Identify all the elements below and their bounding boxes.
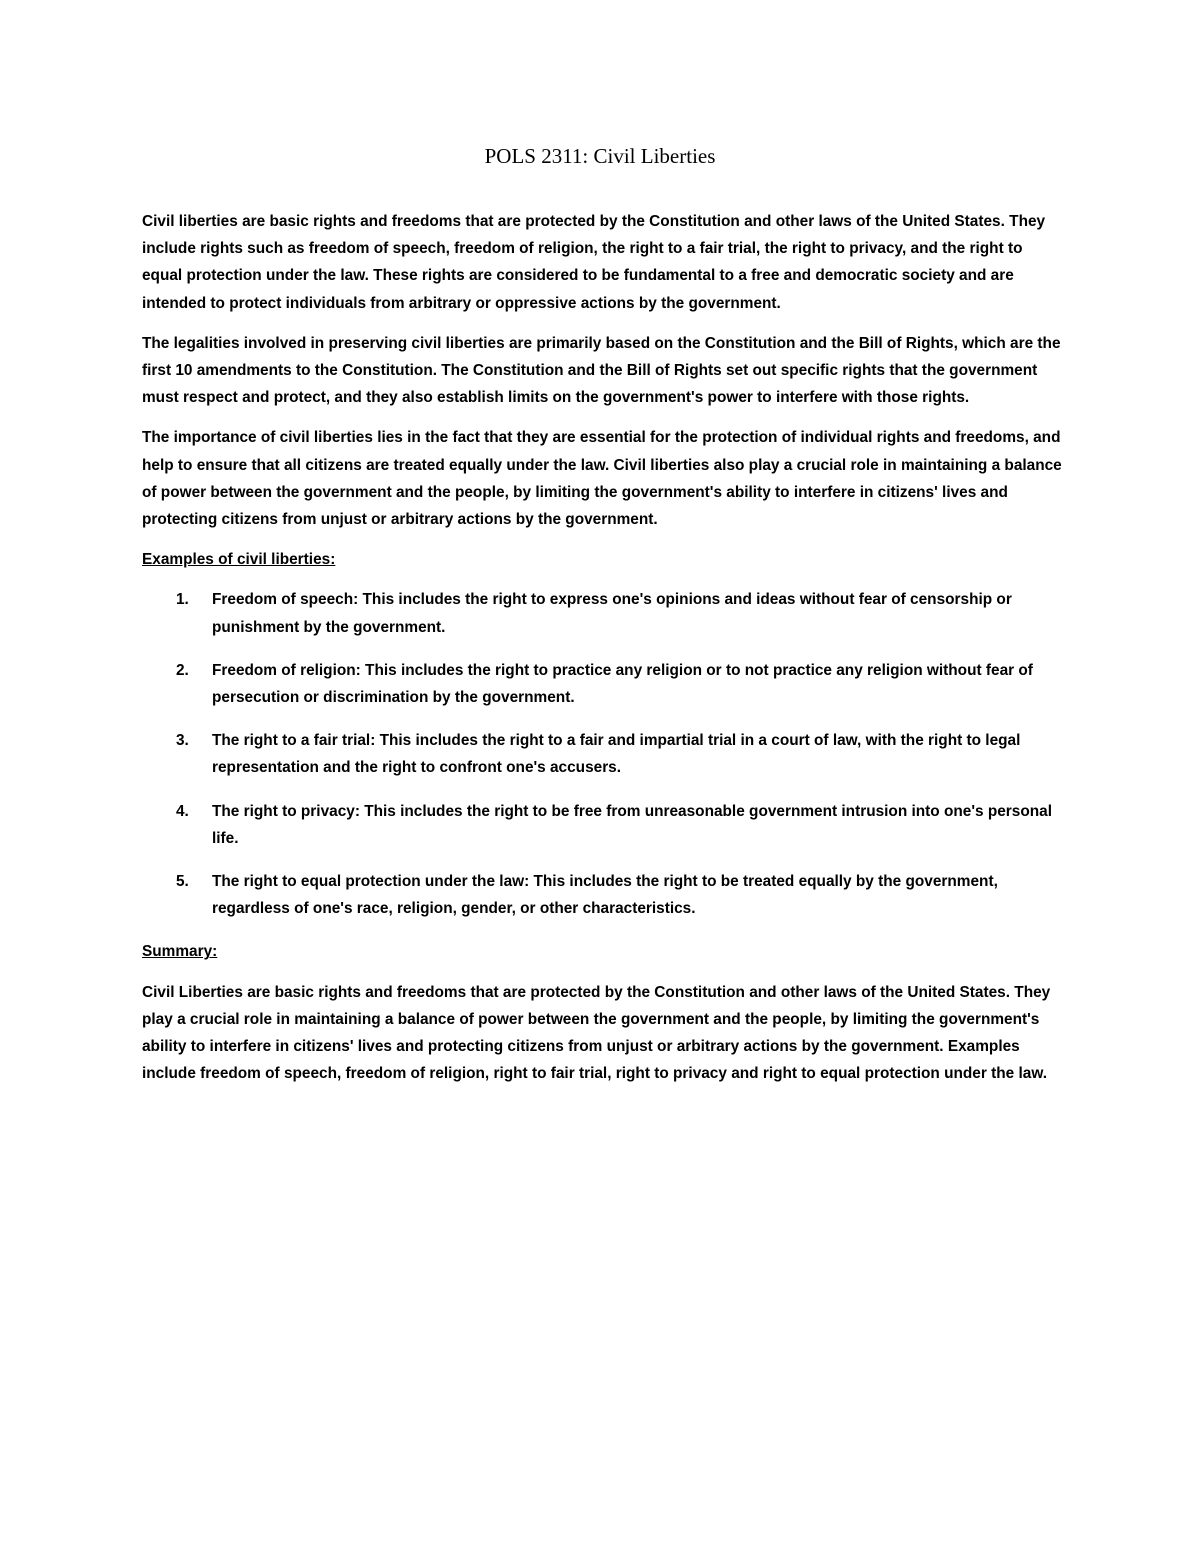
examples-heading: Examples of civil liberties:: [142, 551, 336, 569]
list-item-text: The right to a fair trial: This includes the right to a fair and impartial trial in a court of law, with the right to legal representation and the right to confront one's accusers.: [212, 732, 1021, 777]
intro-paragraph: Civil liberties are basic rights and freedoms that are protected by the Constitution and other laws of the United States. They include rights such as freedom of speech, freedom of religion, the right to a fair trial, the right to privacy, and the right to equal protection under the law. These rights are considered to be fundamental to a free and democratic society and are intended to protect individuals from arbitrary or oppressive actions by the government.: [142, 213, 1046, 312]
examples-list: [142, 586, 1062, 922]
summary-heading: Summary:: [142, 943, 218, 961]
list-item-text: Freedom of religion: This includes the right to practice any religion or to not practice any religion without fear of persecution or discrimination by the government.: [212, 661, 1033, 707]
list-item: [142, 798, 1062, 852]
document-body: [142, 208, 1062, 1100]
summary-paragraph: Civil Liberties are basic rights and freedoms that are protected by the Constitution and other laws of the United States. They play a crucial role in maintaining a balance of power between the government and the people, by limiting the government's ability to interfere in citizens' lives and protecting citizens from unjust or arbitrary actions by the government. Examples include freedom of speech, freedom of religion, right to fair trial, right to privacy and right to equal protection under the law.: [142, 983, 1051, 1083]
list-item-number: 5.: [176, 873, 189, 891]
list-item: [142, 657, 1062, 711]
legalities-paragraph: The legalities involved in preserving civil liberties are primarily based on the Constitution and the Bill of Rights, which are the first 10 amendments to the Constitution. The Constitution and the Bill of Rights set out specific rights that the government must respect and protect, and they also establish limits on the government's power to interfere with those rights.: [142, 334, 1061, 407]
list-item-text: The right to privacy: This includes the right to be free from unreasonable government intrusion into one's personal life.: [212, 802, 1052, 847]
importance-paragraph: The importance of civil liberties lies in the fact that they are essential for the protection of individual rights and freedoms, and help to ensure that all citizens are treated equally under the law. Civil liberties also play a crucial role in maintaining a balance of power between the government and the people, by limiting the government's ability to interfere in citizens' lives and protecting citizens from unjust or arbitrary actions by the government.: [142, 429, 1062, 529]
list-item: [142, 868, 1062, 922]
list-item-text: The right to equal protection under the law: This includes the right to be treated equally by the government, regardless of one's race, religion, gender, or other characteristics.: [212, 873, 998, 918]
document-title: POLS 2311: Civil Liberties: [484, 144, 716, 168]
list-item-number: 3.: [176, 732, 189, 750]
list-item-number: 4.: [176, 802, 189, 820]
list-item-text: Freedom of speech: This includes the right to express one's opinions and ideas without fear of censorship or punishment by the government.: [212, 591, 1012, 636]
list-item: [142, 586, 1062, 640]
list-item-number: 2.: [176, 661, 189, 679]
list-item-number: 1.: [176, 591, 189, 609]
list-item: [142, 727, 1062, 781]
